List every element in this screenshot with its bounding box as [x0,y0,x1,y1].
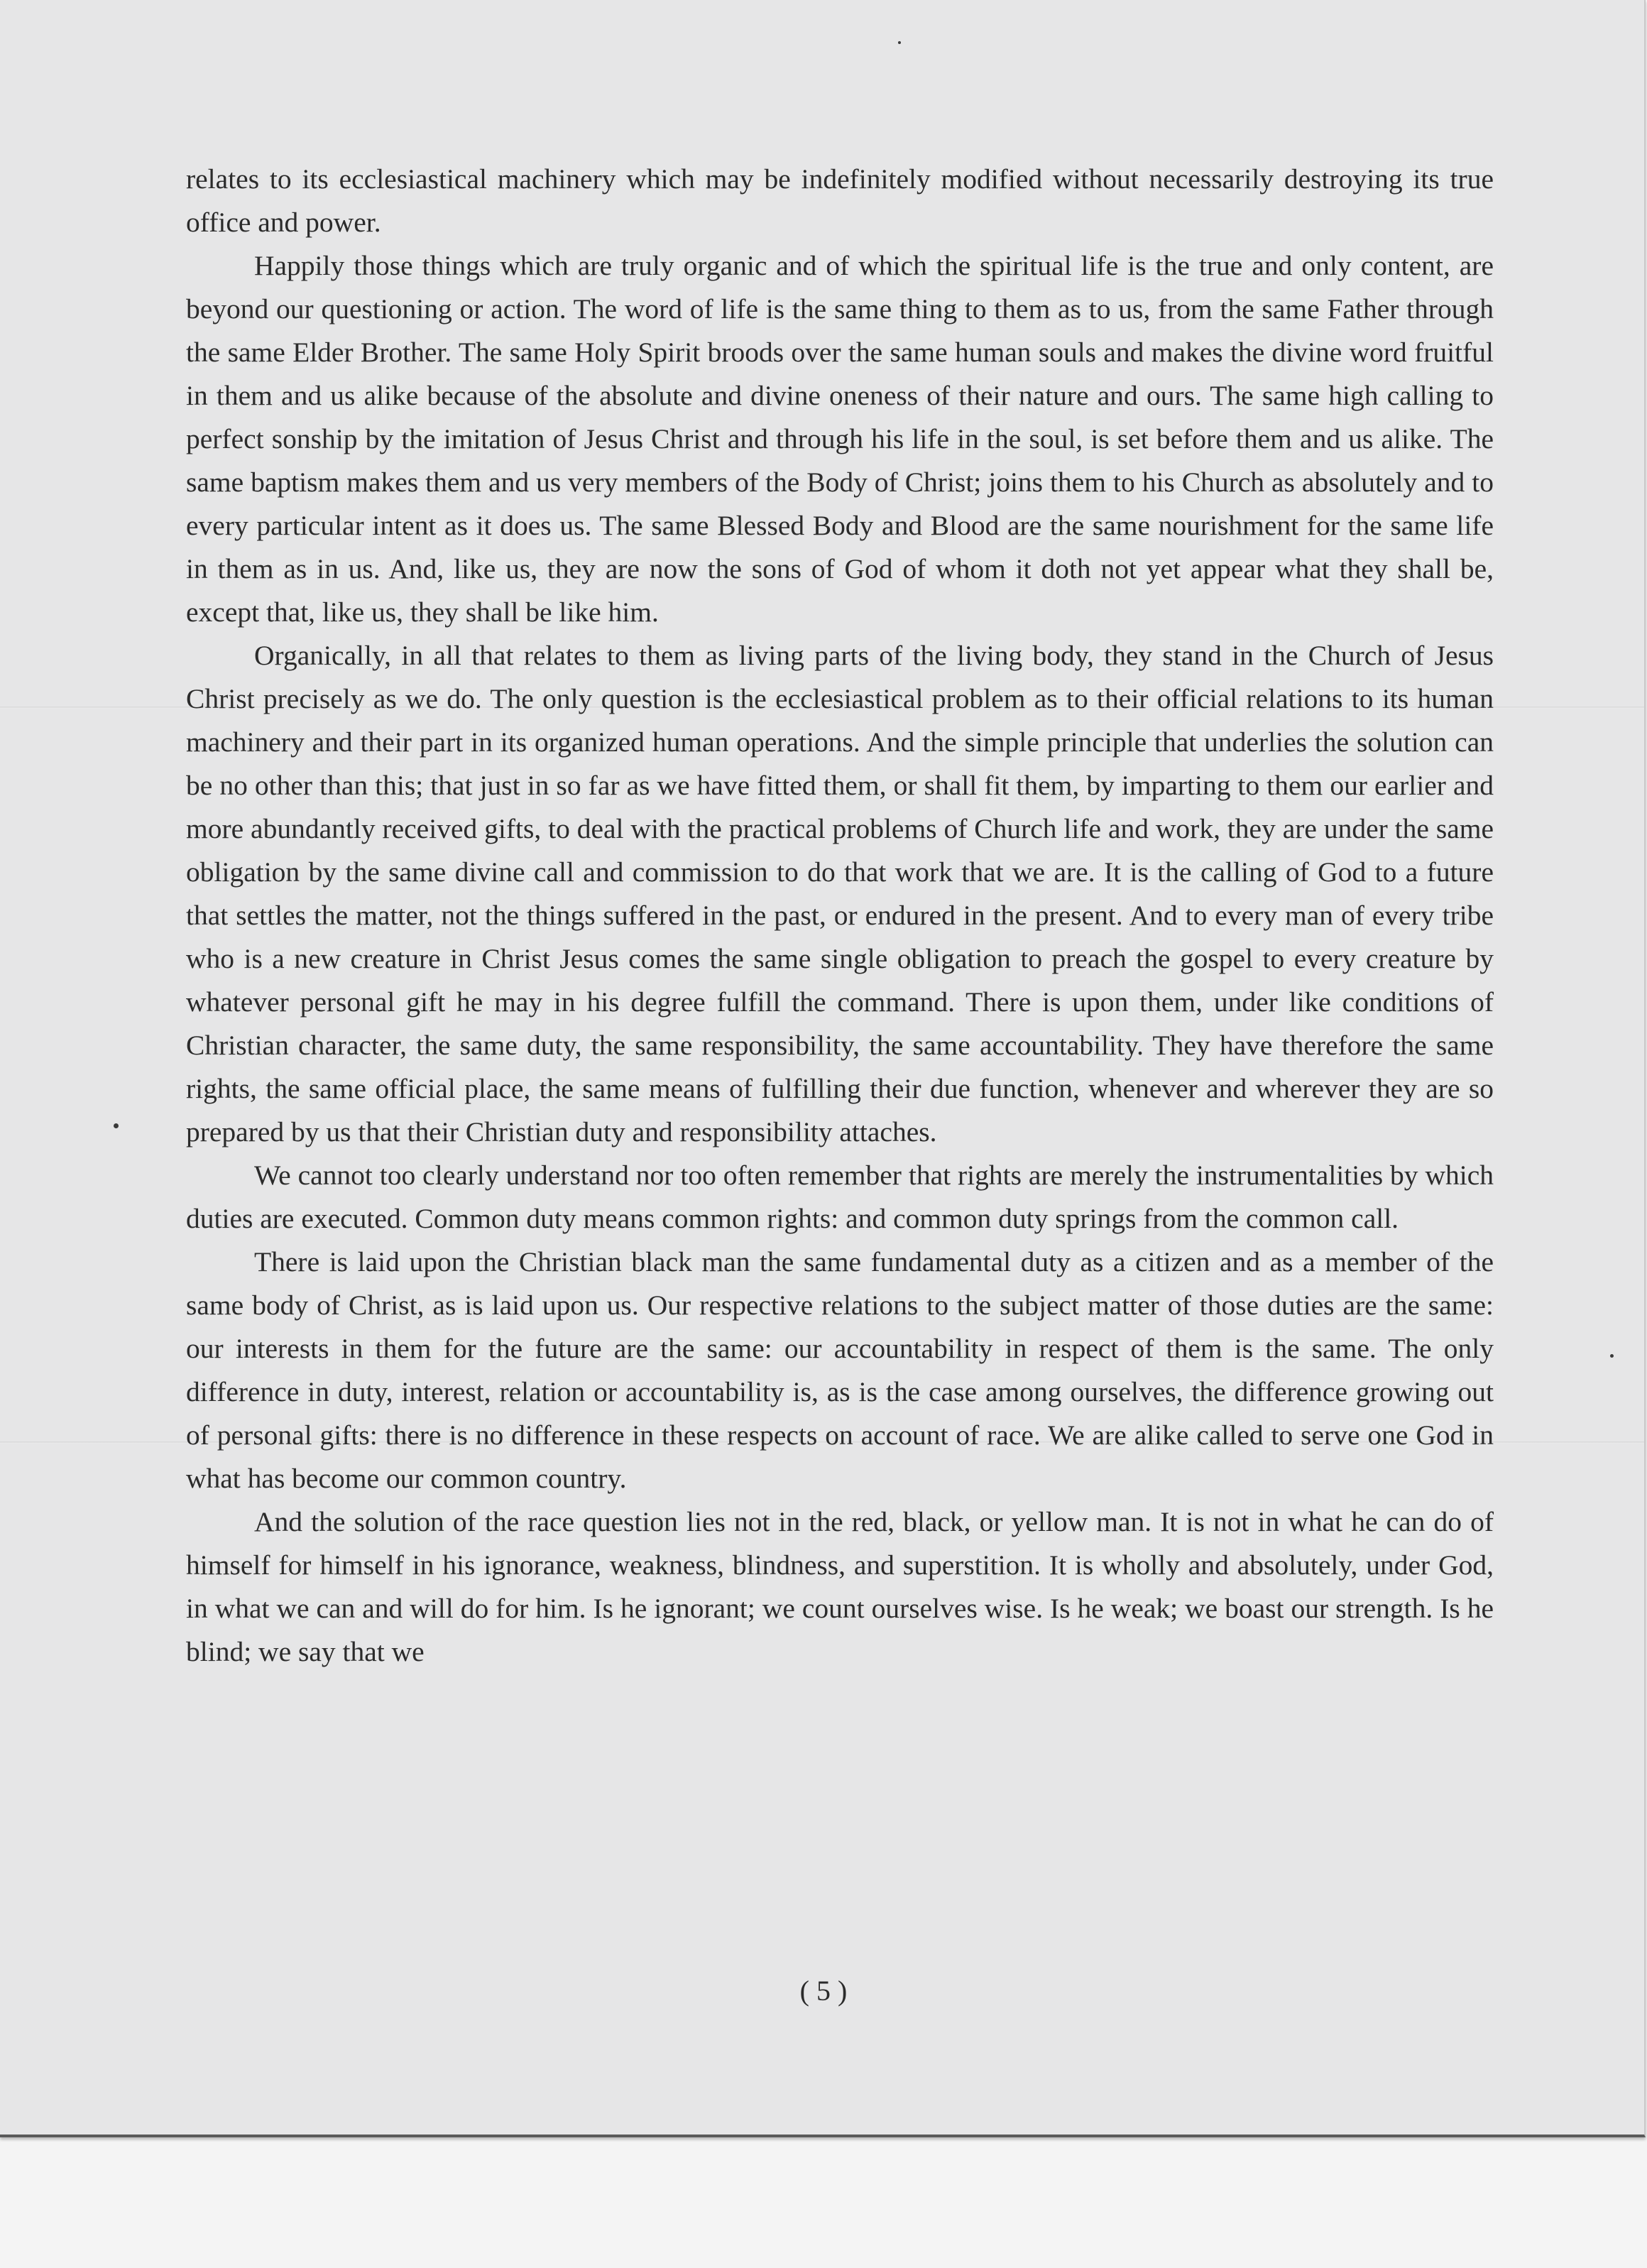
ink-speck [898,41,901,44]
paragraph: Organically, in all that relates to them as living parts of the living body, they stand in the Church of Jesus Christ precisely as we do. The only question is the ecclesiastical problem as to their official relations to its human machinery and their part in its organized human operations. And the simple principle that underlies the solution can be no other than this; that just in so far as we have fitted them, or shall fit them, by imparting to them our earlier and more abundantly received gifts, to deal with the practical problems of Church life and work, they are under the same obligation by the same divine call and commission to do that work that we are. It is the calling of God to a future that settles the matter, not the things suffered in the past, or endured in the present. And to every man of every tribe who is a new creature in Christ Jesus comes the same single obligation to preach the gospel to every creature by whatever personal gift he may in his degree fulfill the command. There is upon them, under like conditions of Christian character, the same duty, the same responsibility, the same accountability. They have therefore the same rights, the same official place, the same means of fulfilling their due function, whenever and wherever they are so prepared by us that their Christian duty and responsibility attaches. [186,640,1494,1147]
ink-speck [1610,1354,1614,1358]
paragraph: And the solution of the race question lies not in the red, black, or yellow man. It is not in what he can do of himself for himself in his ignorance, weakness, blindness, and superstition. It is wholly and absolutely, under God, in what we can and will do for him. Is he ignorant; we count ourselves wise. Is he weak; we boast our strength. Is he blind; we say that we [186,1506,1494,1667]
paragraph: We cannot too clearly understand nor too often remember that rights are merely the instrumentalities by which duties are executed. Common duty means common rights: and common duty springs from the common call. [186,1160,1494,1234]
paragraph: There is laid upon the Christian black man the same fundamental duty as a citizen and as a member of the same body of Christ, as is laid upon us. Our respective relations to the subject matter of those duties are the same: our interests in them for the future are the same: our accountability in respect of them is the same. The only difference in duty, interest, relation or accountability is, as is the case among ourselves, the difference growing out of personal gifts: there is no difference in these respects on account of race. We are alike called to serve one God in what has become our common country. [186,1246,1494,1494]
page-number: ( 5 ) [799,1975,848,2007]
ink-speck [114,1123,119,1128]
paragraph: Happily those things which are truly organic and of which the spiritual life is the true and only content, are beyond our questioning or action. The word of life is the same thing to them as to us, from the same Father through the same Elder Brother. The same Holy Spirit broods over the same human souls and makes the divine word fruitful in them and us alike because of the absolute and divine oneness of their nature and ours. The same high calling to perfect sonship by the imitation of Jesus Christ and through his life in the soul, is set before them and us alike. The same baptism makes them and us very members of the Body of Christ; joins them to his Church as absolutely and to every particular intent as it does us. The same Blessed Body and Blood are the same nourishment for the same life in them as in us. And, like us, they are now the sons of God of whom it doth not yet appear what they shall be, except that, like us, they shall be like him. [186,250,1494,628]
body-text [186,158,1494,1674]
paragraph: relates to its ecclesiastical machinery which may be indefinitely modified without necessarily destroying its true office and power. [186,163,1494,238]
